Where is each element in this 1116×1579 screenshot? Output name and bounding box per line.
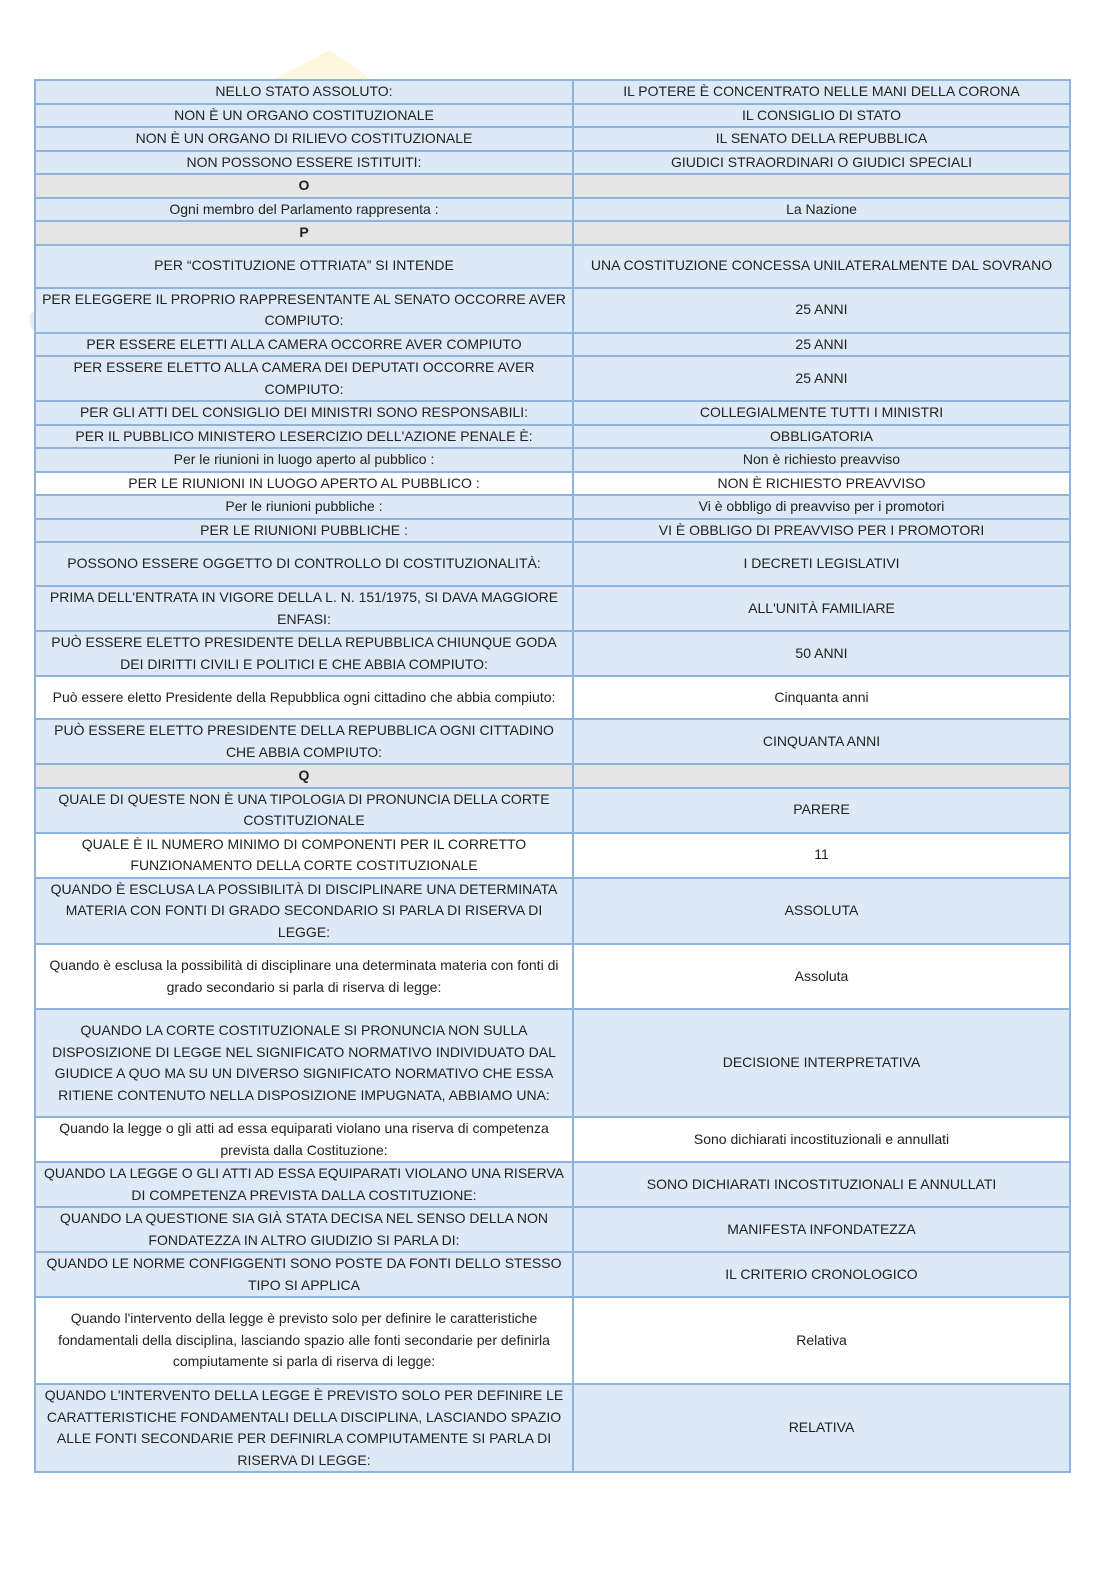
question-cell: PER LE RIUNIONI IN LUOGO APERTO AL PUBBLICO : bbox=[35, 472, 573, 496]
answer-cell: 50 ANNI bbox=[573, 631, 1070, 676]
question-cell: PUÒ ESSERE ELETTO PRESIDENTE DELLA REPUBBLICA CHIUNQUE GODA DEI DIRITTI CIVILI E POLITICI E CHE ABBIA COMPIUTO: bbox=[35, 631, 573, 676]
question-cell: QUANDO L'INTERVENTO DELLA LEGGE È PREVISTO SOLO PER DEFINIRE LE CARATTERISTICHE FONDAMENTALI DELLA DISCIPLINA, LASCIANDO SPAZIO ALLE FONTI SECONDARIE PER DEFINIRLA COMPIUTAMENTE SI PARLA DI RISERVA DI LEGGE: bbox=[35, 1384, 573, 1472]
table-row bbox=[35, 1162, 1070, 1207]
section-letter: Q bbox=[35, 764, 573, 788]
section-letter: O bbox=[35, 174, 573, 198]
answer-cell: 25 ANNI bbox=[573, 356, 1070, 401]
table-row bbox=[35, 1384, 1070, 1472]
answer-cell: IL POTERE È CONCENTRATO NELLE MANI DELLA CORONA bbox=[573, 80, 1070, 104]
section-header-row bbox=[35, 174, 1070, 198]
answer-cell bbox=[573, 221, 1070, 245]
table-row bbox=[35, 151, 1070, 175]
table-row bbox=[35, 519, 1070, 543]
question-cell: QUANDO LA QUESTIONE SIA GIÀ STATA DECISA NEL SENSO DELLA NON FONDATEZZA IN ALTRO GIUDIZIO SI PARLA DI: bbox=[35, 1207, 573, 1252]
question-cell: QUALE DI QUESTE NON È UNA TIPOLOGIA DI PRONUNCIA DELLA CORTE COSTITUZIONALE bbox=[35, 788, 573, 833]
question-cell: QUANDO LA LEGGE O GLI ATTI AD ESSA EQUIPARATI VIOLANO UNA RISERVA DI COMPETENZA PREVISTA DALLA COSTITUZIONE: bbox=[35, 1162, 573, 1207]
question-cell: QUANDO LA CORTE COSTITUZIONALE SI PRONUNCIA NON SULLA DISPOSIZIONE DI LEGGE NEL SIGNIFICATO NORMATIVO INDIVIDUATO DAL GIUDICE A QUO MA SU UN DIVERSO SIGNIFICATO NORMATIVO CHE ESSA RITIENE CONTENUTO NELLA DISPOSIZIONE IMPUGNATA, ABBIAMO UNA: bbox=[35, 1009, 573, 1117]
table-row bbox=[35, 288, 1070, 333]
question-cell: PER IL PUBBLICO MINISTERO LESERCIZIO DELL'AZIONE PENALE È: bbox=[35, 425, 573, 449]
qa-table bbox=[34, 79, 1071, 1473]
answer-cell: VI È OBBLIGO DI PREAVVISO PER I PROMOTORI bbox=[573, 519, 1070, 543]
answer-cell: IL SENATO DELLA REPUBBLICA bbox=[573, 127, 1070, 151]
table-row bbox=[35, 586, 1070, 631]
table-row bbox=[35, 788, 1070, 833]
question-cell: PER LE RIUNIONI PUBBLICHE : bbox=[35, 519, 573, 543]
answer-cell: COLLEGIALMENTE TUTTI I MINISTRI bbox=[573, 401, 1070, 425]
table-row bbox=[35, 104, 1070, 128]
table-row bbox=[35, 127, 1070, 151]
answer-cell: ASSOLUTA bbox=[573, 878, 1070, 945]
question-cell: NELLO STATO ASSOLUTO: bbox=[35, 80, 573, 104]
question-cell: POSSONO ESSERE OGGETTO DI CONTROLLO DI COSTITUZIONALITÀ: bbox=[35, 542, 573, 586]
question-cell: PER GLI ATTI DEL CONSIGLIO DEI MINISTRI SONO RESPONSABILI: bbox=[35, 401, 573, 425]
table-row bbox=[35, 1297, 1070, 1384]
question-cell: Per le riunioni pubbliche : bbox=[35, 495, 573, 519]
answer-cell: I DECRETI LEGISLATIVI bbox=[573, 542, 1070, 586]
table-row bbox=[35, 878, 1070, 945]
answer-cell bbox=[573, 764, 1070, 788]
question-cell: Quando l'intervento della legge è previsto solo per definire le caratteristiche fondamentali della disciplina, lasciando spazio alle fonti secondarie per definirla compiutamente si parla di riserva di legge: bbox=[35, 1297, 573, 1384]
answer-cell: IL CRITERIO CRONOLOGICO bbox=[573, 1252, 1070, 1297]
question-cell: QUANDO LE NORME CONFIGGENTI SONO POSTE DA FONTI DELLO STESSO TIPO SI APPLICA bbox=[35, 1252, 573, 1297]
answer-cell: Cinquanta anni bbox=[573, 676, 1070, 719]
answer-cell: La Nazione bbox=[573, 198, 1070, 222]
table-row bbox=[35, 1252, 1070, 1297]
table-row bbox=[35, 80, 1070, 104]
table-row bbox=[35, 542, 1070, 586]
table-row bbox=[35, 1207, 1070, 1252]
answer-cell: MANIFESTA INFONDATEZZA bbox=[573, 1207, 1070, 1252]
question-cell: NON POSSONO ESSERE ISTITUITI: bbox=[35, 151, 573, 175]
question-cell: PER ESSERE ELETTO ALLA CAMERA DEI DEPUTATI OCCORRE AVER COMPIUTO: bbox=[35, 356, 573, 401]
table-row bbox=[35, 833, 1070, 878]
answer-cell: GIUDICI STRAORDINARI O GIUDICI SPECIALI bbox=[573, 151, 1070, 175]
answer-cell: Vi è obbligo di preavviso per i promotori bbox=[573, 495, 1070, 519]
table-row bbox=[35, 472, 1070, 496]
question-cell: Può essere eletto Presidente della Repubblica ogni cittadino che abbia compiuto: bbox=[35, 676, 573, 719]
answer-cell: 25 ANNI bbox=[573, 333, 1070, 357]
answer-cell: 25 ANNI bbox=[573, 288, 1070, 333]
answer-cell: NON È RICHIESTO PREAVVISO bbox=[573, 472, 1070, 496]
table-row bbox=[35, 631, 1070, 676]
answer-cell: DECISIONE INTERPRETATIVA bbox=[573, 1009, 1070, 1117]
answer-cell: IL CONSIGLIO DI STATO bbox=[573, 104, 1070, 128]
question-cell: NON È UN ORGANO COSTITUZIONALE bbox=[35, 104, 573, 128]
table-row bbox=[35, 401, 1070, 425]
question-cell: PER ESSERE ELETTI ALLA CAMERA OCCORRE AVER COMPIUTO bbox=[35, 333, 573, 357]
section-header-row bbox=[35, 221, 1070, 245]
question-cell: PRIMA DELL'ENTRATA IN VIGORE DELLA L. N. 151/1975, SI DAVA MAGGIORE ENFASI: bbox=[35, 586, 573, 631]
question-cell: PER ELEGGERE IL PROPRIO RAPPRESENTANTE AL SENATO OCCORRE AVER COMPIUTO: bbox=[35, 288, 573, 333]
answer-cell: OBBLIGATORIA bbox=[573, 425, 1070, 449]
question-cell: QUALE È IL NUMERO MINIMO DI COMPONENTI PER IL CORRETTO FUNZIONAMENTO DELLA CORTE COSTITUZIONALE bbox=[35, 833, 573, 878]
answer-cell bbox=[573, 174, 1070, 198]
table-row bbox=[35, 944, 1070, 1009]
section-letter: P bbox=[35, 221, 573, 245]
table-row bbox=[35, 425, 1070, 449]
table-row bbox=[35, 356, 1070, 401]
answer-cell: RELATIVA bbox=[573, 1384, 1070, 1472]
question-cell: PUÒ ESSERE ELETTO PRESIDENTE DELLA REPUBBLICA OGNI CITTADINO CHE ABBIA COMPIUTO: bbox=[35, 719, 573, 764]
answer-cell: UNA COSTITUZIONE CONCESSA UNILATERALMENTE DAL SOVRANO bbox=[573, 245, 1070, 288]
table-row bbox=[35, 245, 1070, 288]
table-row bbox=[35, 333, 1070, 357]
section-header-row bbox=[35, 764, 1070, 788]
answer-cell: 11 bbox=[573, 833, 1070, 878]
answer-cell: PARERE bbox=[573, 788, 1070, 833]
answer-cell: Sono dichiarati incostituzionali e annullati bbox=[573, 1117, 1070, 1162]
question-cell: NON È UN ORGANO DI RILIEVO COSTITUZIONALE bbox=[35, 127, 573, 151]
table-row bbox=[35, 719, 1070, 764]
answer-cell: Assoluta bbox=[573, 944, 1070, 1009]
question-cell: QUANDO È ESCLUSA LA POSSIBILITÀ DI DISCIPLINARE UNA DETERMINATA MATERIA CON FONTI DI GRADO SECONDARIO SI PARLA DI RISERVA DI LEGGE: bbox=[35, 878, 573, 945]
table-row bbox=[35, 448, 1070, 472]
answer-cell: Relativa bbox=[573, 1297, 1070, 1384]
qa-table-body bbox=[35, 80, 1070, 1472]
question-cell: Per le riunioni in luogo aperto al pubblico : bbox=[35, 448, 573, 472]
question-cell: Ogni membro del Parlamento rappresenta : bbox=[35, 198, 573, 222]
table-row bbox=[35, 198, 1070, 222]
table-row bbox=[35, 1117, 1070, 1162]
question-cell: Quando è esclusa la possibilità di disciplinare una determinata materia con fonti di grado secondario si parla di riserva di legge: bbox=[35, 944, 573, 1009]
question-cell: Quando la legge o gli atti ad essa equiparati violano una riserva di competenza prevista dalla Costituzione: bbox=[35, 1117, 573, 1162]
answer-cell: SONO DICHIARATI INCOSTITUZIONALI E ANNULLATI bbox=[573, 1162, 1070, 1207]
question-cell: PER “COSTITUZIONE OTTRIATA” SI INTENDE bbox=[35, 245, 573, 288]
answer-cell: Non è richiesto preavviso bbox=[573, 448, 1070, 472]
table-row bbox=[35, 676, 1070, 719]
answer-cell: ALL'UNITÀ FAMILIARE bbox=[573, 586, 1070, 631]
table-row bbox=[35, 495, 1070, 519]
table-row bbox=[35, 1009, 1070, 1117]
answer-cell: CINQUANTA ANNI bbox=[573, 719, 1070, 764]
